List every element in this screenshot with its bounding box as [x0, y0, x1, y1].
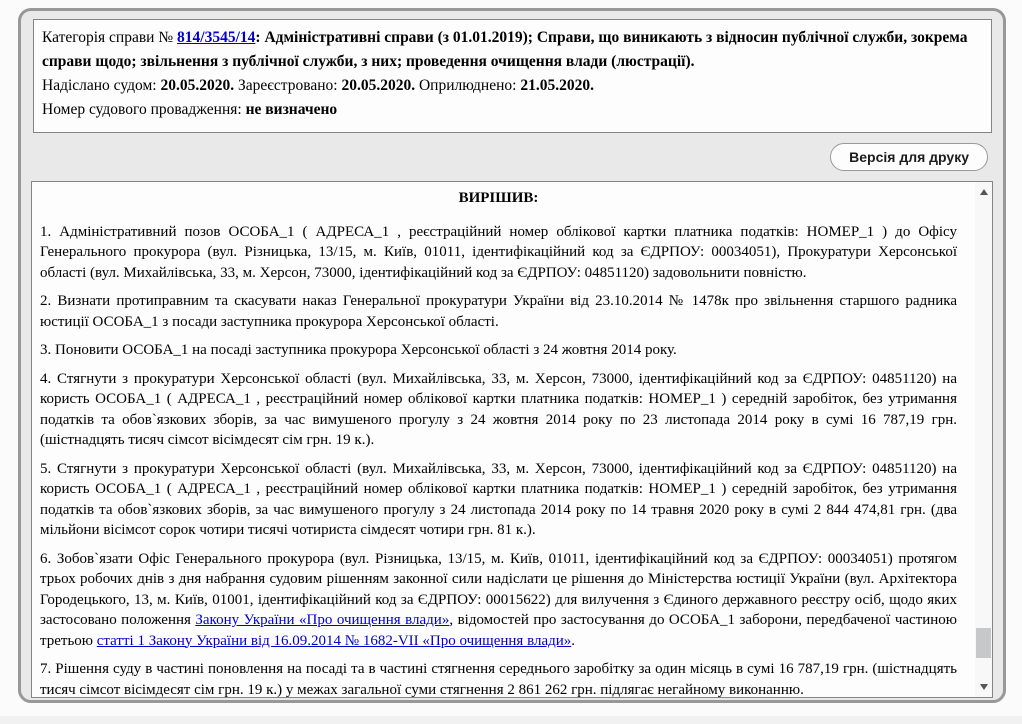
case-category-line	[42, 26, 983, 74]
registered-label: Зареєстровано:	[234, 77, 342, 94]
arrow-up-icon	[980, 189, 988, 195]
category-label: Категорія справи №	[42, 29, 178, 46]
decision-paragraph: 3. Поновити ОСОБА_1 на посаді заступника прокурора Херсонської області з 24 жовтня 2014 року.	[40, 342, 677, 358]
vertical-scrollbar[interactable]	[975, 182, 992, 697]
decision-paragraph: 4. Стягнути з прокуратури Херсонської області (вул. Михайлівська, 33, м. Херсон, 73000, ідентифікаційний код за ЄДРПОУ: 04851120) на користь ОСОБА_1 ( АДРЕСА_1 , реєстраційний номер облікової картки платника податків: НОМЕР_1 ) середній заробіток, без утримання податків та обов`язкових зборів, за час вимушеного прогулу з 24 жовтня 2014 року по 23 листопада 2014 року в сумі 16 787,19 грн. (шістнадцять тисяч сімсот вісімдесят сім грн. 19 к.).	[40, 370, 957, 448]
scroll-up-button[interactable]	[975, 184, 992, 200]
case-panel	[18, 8, 1006, 703]
decision-title: ВИРІШИВ:	[458, 190, 539, 206]
decision-paragraph: 7. Рішення суду в частині поновлення на посаді та в частині стягнення середнього заробітку за один місяць в сумі 16 787,19 грн. (шістнадцять тисяч сімсот вісімдесят сім грн. 19 к.) у межах загальної суми стягнення 2 861 262 грн. підлягає негайному виконанню.	[40, 661, 957, 697]
case-number-link[interactable]: 814/3545/14	[177, 29, 256, 46]
proceeding-line	[42, 98, 983, 122]
decision-paragraph: 1. Адміністративний позов ОСОБА_1 ( АДРЕСА_1 , реєстраційний номер облікової картки платника податків: НОМЕР_1 ) до Офісу Генерального прокурора (вул. Різницька, 13/15, м. Київ, 01011, ідентифікаційний код за ЄДРПОУ: 00034051), Прокуратури Херсонської області (вул. Михайлівська, 33, м. Херсон, 73000, ідентифікаційний код за ЄДРПОУ: 04851120) задовольнити повністю.	[40, 223, 957, 281]
decision-paragraph: 5. Стягнути з прокуратури Херсонської області (вул. Михайлівська, 33, м. Херсон, 73000, ідентифікаційний код за ЄДРПОУ: 04851120) на користь ОСОБА_1 ( АДРЕСА_1 , реєстраційний номер облікової картки платника податків: НОМЕР_1 ) середній заробіток, без утримання податків та обов`язкових зборів, за час вимушеного прогулу з 24 листопада 2014 року по 14 травня 2020 року в сумі 2 844 474,81 грн. (два мільйони вісімсот сорок чотири тисячі чотириста сімдесят чотири грн. 81 к.).	[40, 460, 957, 538]
page-bottom-strip	[0, 716, 1022, 724]
proceeding-label: Номер судового провадження:	[42, 101, 246, 118]
sent-label: Надіслано судом:	[42, 77, 161, 94]
category-description: Адміністративні справи (з 01.01.2019); Справи, що виникають з відносин публічної служби, зокрема справи щодо; звільнення з публічної служби, з них; проведення очищення влади (люстрації).	[42, 29, 968, 70]
sent-date: 20.05.2020.	[160, 77, 235, 94]
case-header-box	[33, 19, 992, 133]
decision-text-box	[31, 181, 993, 698]
lustration-law-link[interactable]: Закону України «Про очищення влади»	[195, 612, 450, 628]
decision-paragraph	[40, 549, 957, 652]
proceeding-value: не визначено	[245, 101, 338, 118]
decision-text-area[interactable]	[32, 182, 975, 697]
scrollbar-thumb[interactable]	[976, 628, 991, 658]
category-colon: :	[255, 29, 265, 46]
print-version-button[interactable]: Версія для друку	[830, 143, 988, 171]
paragraph-6-text-2: , відомостей про застосування до ОСОБА_1 заборони, передбаченої частиною третьою	[40, 612, 958, 649]
lustration-law-article1-link[interactable]: статті 1 Закону України від 16.09.2014 № 1682-VII «Про очищення влади»	[96, 632, 572, 649]
dates-line	[42, 74, 983, 98]
scroll-down-button[interactable]	[975, 679, 992, 695]
arrow-down-icon	[980, 684, 988, 690]
paragraph-6-text-1: 6. Зобов`язати Офіс Генерального прокурора (вул. Різницька, 13/15, м. Київ, 01011, ідентифікаційний код за ЄДРПОУ: 00034051) протягом трьох робочих днів з дня набрання судовим рішенням законної сили надіслати це рішення до Міністерства юстиції України (вул. Архітектора Городецького, 13, м. Київ, 01001, ідентифікаційний код за ЄДРПОУ: 00015622) для вилучення з Єдиного державного реєстру осіб, щодо яких застосовано положення	[40, 550, 957, 628]
paragraph-6-text-3: .	[571, 632, 576, 649]
published-label: Оприлюднено:	[415, 77, 521, 94]
decision-paragraph: 2. Визнати протиправним та скасувати наказ Генеральної прокуратури України від 23.10.2014 № 1478к про звільнення старшого радника юстиції ОСОБА_1 з посади заступника прокурора Херсонської області.	[40, 293, 957, 330]
registered-date: 20.05.2020.	[341, 77, 416, 94]
published-date: 21.05.2020.	[520, 77, 594, 94]
